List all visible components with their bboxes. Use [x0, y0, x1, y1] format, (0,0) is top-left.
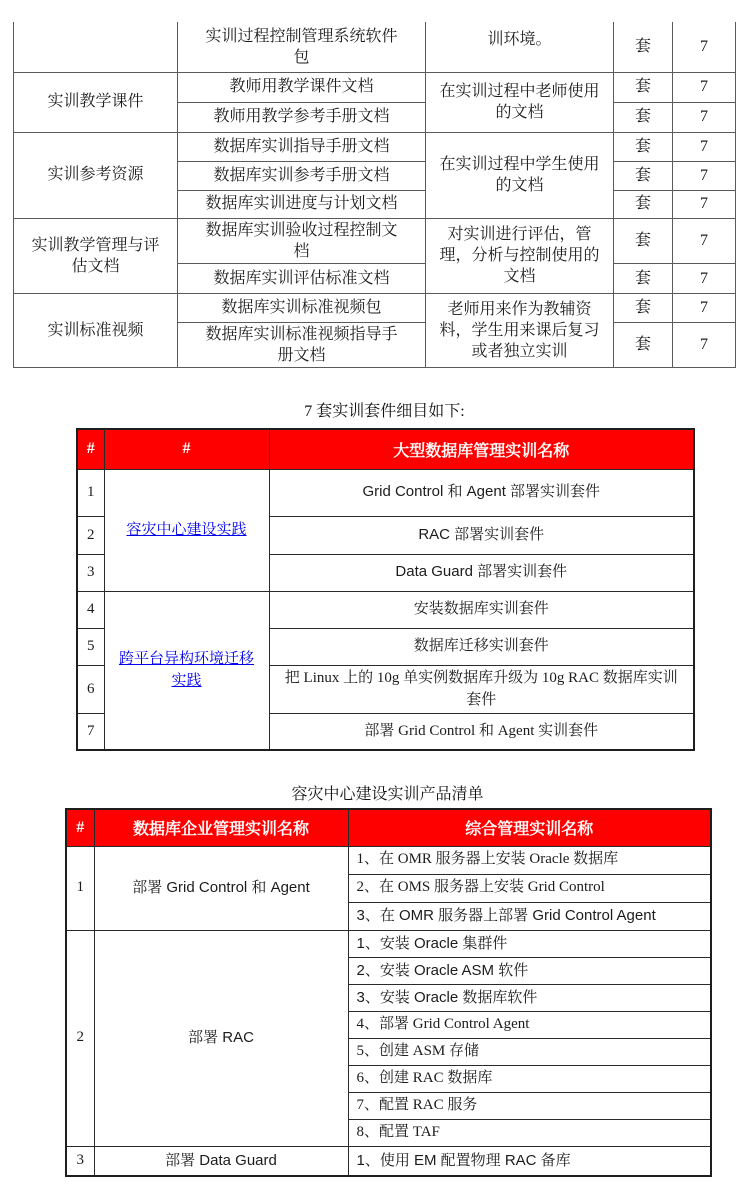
- step-cell: 4、部署 Grid Control Agent: [348, 1011, 711, 1038]
- table-row: [66, 930, 711, 957]
- qty-cell: 7: [673, 293, 736, 322]
- disaster-recovery-practice-link[interactable]: 容灾中心建设实践: [126, 521, 247, 538]
- kit-name-cell: 部署 Grid Control 和 Agent 实训套件: [269, 713, 694, 750]
- table-header-row: [77, 429, 694, 469]
- practice-link-cell: [104, 469, 269, 591]
- cross-platform-migration-practice-link[interactable]: 跨平台异构环境迁移实践: [118, 650, 254, 690]
- table-row: [66, 846, 711, 874]
- unit-cell: 套: [614, 22, 673, 72]
- kit-name-cell: RAC 部署实训套件: [269, 516, 694, 554]
- description-cell: 训环境。: [426, 22, 614, 72]
- table-header-row: [66, 809, 711, 846]
- step-cell: 3、安装 Oracle 数据库软件: [348, 984, 711, 1011]
- row-number-cell: 1: [77, 469, 104, 516]
- kit-name-cell: Grid Control 和 Agent 部署实训套件: [269, 469, 694, 516]
- kit-details-table: [76, 428, 695, 751]
- row-number-cell: 4: [77, 591, 104, 628]
- item-cell: 数据库实训参考手册文档: [178, 161, 426, 190]
- item-cell: 数据库实训标准视频指导手册文档: [178, 322, 426, 367]
- unit-cell: 套: [614, 218, 673, 263]
- item-cell: 教师用教学参考手册文档: [178, 102, 426, 132]
- row-number-cell: 7: [77, 713, 104, 750]
- item-cell: 数据库实训验收过程控制文档: [178, 218, 426, 263]
- qty-cell: 7: [673, 22, 736, 72]
- table-row: [77, 469, 694, 516]
- category-cell: [14, 22, 178, 72]
- step-cell: 3、在 OMR 服务器上部署 Grid Control Agent: [348, 902, 711, 930]
- category-cell: 实训教学管理与评估文档: [14, 218, 178, 293]
- table-row: [66, 1146, 711, 1176]
- item-cell: 实训过程控制管理系统软件包: [178, 22, 426, 72]
- unit-cell: 套: [614, 263, 673, 293]
- row-number-cell: 2: [77, 516, 104, 554]
- qty-cell: 7: [673, 190, 736, 218]
- item-cell: 数据库实训进度与计划文档: [178, 190, 426, 218]
- unit-cell: 套: [614, 102, 673, 132]
- item-cell: 教师用教学课件文档: [178, 72, 426, 102]
- step-cell: 2、安装 Oracle ASM 软件: [348, 957, 711, 984]
- unit-cell: 套: [614, 72, 673, 102]
- qty-cell: 7: [673, 263, 736, 293]
- category-cell: 实训标准视频: [14, 293, 178, 367]
- header-enterprise-training-name: 数据库企业管理实训名称: [94, 809, 348, 846]
- item-cell: 数据库实训指导手册文档: [178, 132, 426, 161]
- header-hash: #: [77, 429, 104, 469]
- row-number-cell: 3: [77, 554, 104, 591]
- row-number-cell: 3: [66, 1146, 94, 1176]
- step-cell: 8、配置 TAF: [348, 1119, 711, 1146]
- category-cell: 实训参考资源: [14, 132, 178, 218]
- product-list-table: [65, 808, 712, 1177]
- table-row: [14, 22, 736, 72]
- unit-cell: 套: [614, 293, 673, 322]
- qty-cell: 7: [673, 161, 736, 190]
- step-cell: 1、在 OMR 服务器上安装 Oracle 数据库: [348, 846, 711, 874]
- table-row: [77, 591, 694, 628]
- header-hash: #: [66, 809, 94, 846]
- training-deliverables-table: [13, 22, 736, 368]
- task-name-cell: 部署 RAC: [94, 930, 348, 1146]
- step-cell: 1、安装 Oracle 集群件: [348, 930, 711, 957]
- header-hash2: #: [104, 429, 269, 469]
- qty-cell: 7: [673, 132, 736, 161]
- table-row: [14, 132, 736, 161]
- kit-name-cell: Data Guard 部署实训套件: [269, 554, 694, 591]
- step-cell: 7、配置 RAC 服务: [348, 1092, 711, 1119]
- qty-cell: 7: [673, 322, 736, 367]
- category-cell: 实训教学课件: [14, 72, 178, 132]
- description-cell: 在实训过程中学生使用的文档: [426, 132, 614, 218]
- task-name-cell: 部署 Grid Control 和 Agent: [94, 846, 348, 930]
- task-name-cell: 部署 Data Guard: [94, 1146, 348, 1176]
- table-row: [14, 72, 736, 102]
- row-number-cell: 6: [77, 665, 104, 713]
- qty-cell: 7: [673, 102, 736, 132]
- item-cell: 数据库实训评估标准文档: [178, 263, 426, 293]
- description-cell: 对实训进行评估，管理，分析与控制使用的文档: [426, 218, 614, 293]
- kit-details-title: 7 套实训套件细目如下:: [304, 403, 465, 420]
- row-number-cell: 5: [77, 628, 104, 665]
- step-cell: 2、在 OMS 服务器上安装 Grid Control: [348, 874, 711, 902]
- item-cell: 数据库实训标准视频包: [178, 293, 426, 322]
- step-cell: 6、创建 RAC 数据库: [348, 1065, 711, 1092]
- header-comprehensive-training-name: 综合管理实训名称: [348, 809, 711, 846]
- kit-name-cell: 把 Linux 上的 10g 单实例数据库升级为 10g RAC 数据库实训套件: [269, 665, 694, 713]
- practice-link-cell: [104, 591, 269, 750]
- row-number-cell: 1: [66, 846, 94, 930]
- description-cell: 老师用来作为教辅资料，学生用来课后复习或者独立实训: [426, 293, 614, 367]
- unit-cell: 套: [614, 322, 673, 367]
- qty-cell: 7: [673, 72, 736, 102]
- kit-name-cell: 安装数据库实训套件: [269, 591, 694, 628]
- header-kit-name: 大型数据库管理实训名称: [269, 429, 694, 469]
- table-row: [14, 218, 736, 263]
- step-cell: 5、创建 ASM 存储: [348, 1038, 711, 1065]
- kit-name-cell: 数据库迁移实训套件: [269, 628, 694, 665]
- unit-cell: 套: [614, 190, 673, 218]
- qty-cell: 7: [673, 218, 736, 263]
- unit-cell: 套: [614, 161, 673, 190]
- description-cell: 在实训过程中老师使用的文档: [426, 72, 614, 132]
- table-row: [14, 293, 736, 322]
- step-cell: 1、使用 EM 配置物理 RAC 备库: [348, 1146, 711, 1176]
- unit-cell: 套: [614, 132, 673, 161]
- product-list-title: 容灾中心建设实训产品清单: [291, 786, 484, 803]
- row-number-cell: 2: [66, 930, 94, 1146]
